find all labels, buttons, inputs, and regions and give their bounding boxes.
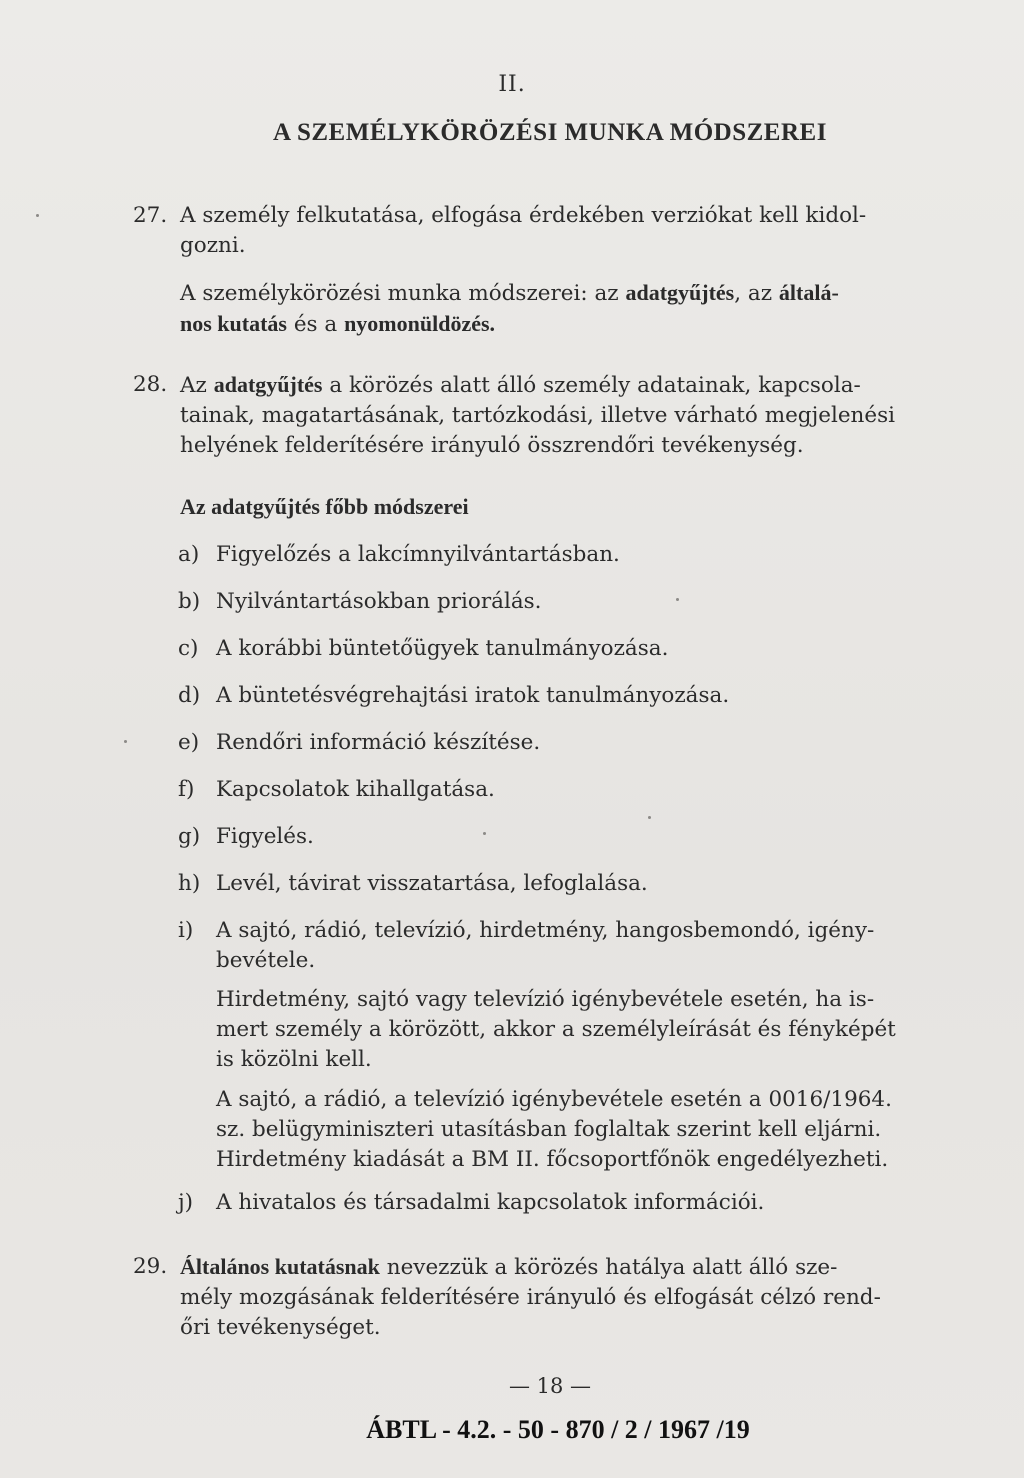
section-29-line-3: őri tevékenységet.	[180, 1315, 381, 1340]
list-item-letter: j)	[178, 1190, 194, 1215]
scan-speck	[676, 598, 679, 601]
list-item-text: A büntetésvégrehajtási iratok tanulmányozása.	[216, 683, 730, 708]
section-28-line-3: helyének felderítésére irányuló összrendőri tevékenység.	[180, 433, 804, 458]
section-number-27: 27.	[133, 203, 168, 228]
methods-heading: Az adatgyűjtés főbb módszerei	[180, 494, 469, 519]
section-27-p2-line-1: A személykörözési munka módszerei: az adatgyűjtés, az általá-	[180, 280, 839, 306]
list-item-letter: a)	[178, 542, 200, 567]
list-item-letter: c)	[178, 636, 199, 661]
note-2-line-1: A sajtó, a rádió, a televízió igénybevétele esetén a 0016/1964.	[216, 1087, 892, 1112]
note-1-line-3: is közölni kell.	[216, 1047, 372, 1072]
list-item-text: Figyelés.	[216, 824, 314, 849]
list-item-letter: b)	[178, 589, 201, 614]
scan-speck	[36, 214, 39, 217]
list-item-letter: i)	[178, 918, 194, 943]
note-2-line-2: sz. belügyminiszteri utasításban foglaltak szerint kell eljárni.	[216, 1117, 882, 1142]
chapter-number: II.	[498, 72, 526, 97]
section-29-line-1: Általános kutatásnak nevezzük a körözés hatálya alatt álló sze-	[180, 1254, 838, 1280]
list-item-text: A korábbi büntetőügyek tanulmányozása.	[216, 636, 669, 661]
section-27-line-2: gozni.	[180, 233, 246, 258]
list-item-letter: f)	[178, 777, 195, 802]
list-item-letter: g)	[178, 824, 201, 849]
section-number-29: 29.	[133, 1254, 168, 1279]
scan-speck	[648, 816, 651, 819]
note-1-line-1: Hirdetmény, sajtó vagy televízió igénybevétele esetén, ha is-	[216, 987, 875, 1012]
page-number: — 18 —	[508, 1374, 592, 1398]
chapter-title: A SZEMÉLYKÖRÖZÉSI MUNKA MÓDSZEREI	[273, 119, 827, 146]
scan-speck	[483, 832, 486, 835]
list-item-letter: h)	[178, 871, 201, 896]
note-1-line-2: mert személy a körözött, akkor a személyleírását és fényképét	[216, 1017, 896, 1042]
list-item-letter: e)	[178, 730, 200, 755]
section-27-paragraph-2	[180, 278, 970, 340]
list-item-text: Nyilvántartásokban priorálás.	[216, 589, 542, 614]
section-27-p2-line-2: nos kutatás és a nyomonüldözés.	[180, 311, 496, 337]
list-item-text: Kapcsolatok kihallgatása.	[216, 777, 495, 802]
list-item-text: Rendőri információ készítése.	[216, 730, 541, 755]
list-item-text: Levél, távirat visszatartása, lefoglalása.	[216, 871, 648, 896]
section-27-paragraph-1	[180, 201, 970, 261]
list-item-i-line-2: bevétele.	[216, 948, 316, 973]
section-29-line-2: mély mozgásának felderítésére irányuló és elfogását célzó rend-	[180, 1285, 881, 1310]
note-2-line-3: Hirdetmény kiadását a BM II. főcsoportfőnök engedélyezheti.	[216, 1147, 889, 1172]
list-item-text: Figyelőzés a lakcímnyilvántartásban.	[216, 542, 620, 567]
list-item-i-note-1	[216, 985, 972, 1075]
list-item-i-note-2	[216, 1085, 972, 1175]
section-27-line-1: A személy felkutatása, elfogása érdekében verziókat kell kidol-	[180, 203, 867, 228]
section-number-28: 28.	[133, 372, 168, 397]
list-item-letter: d)	[178, 683, 201, 708]
list-item-i-line-1: A sajtó, rádió, televízió, hirdetmény, hangosbemondó, igény-	[216, 918, 875, 943]
section-28-line-1: Az adatgyűjtés a körözés alatt álló személy adatainak, kapcsola-	[180, 372, 861, 398]
section-28-paragraph	[180, 370, 970, 461]
section-28-line-2: tainak, magatartásának, tartózkodási, illetve várható megjelenési	[180, 403, 896, 428]
archive-reference: ÁBTL - 4.2. - 50 - 870 / 2 / 1967 /19	[366, 1415, 750, 1444]
scan-speck	[124, 740, 127, 743]
list-item-text: A hivatalos és társadalmi kapcsolatok információi.	[216, 1190, 765, 1215]
section-29-paragraph	[180, 1252, 970, 1343]
list-item-text	[216, 916, 972, 976]
